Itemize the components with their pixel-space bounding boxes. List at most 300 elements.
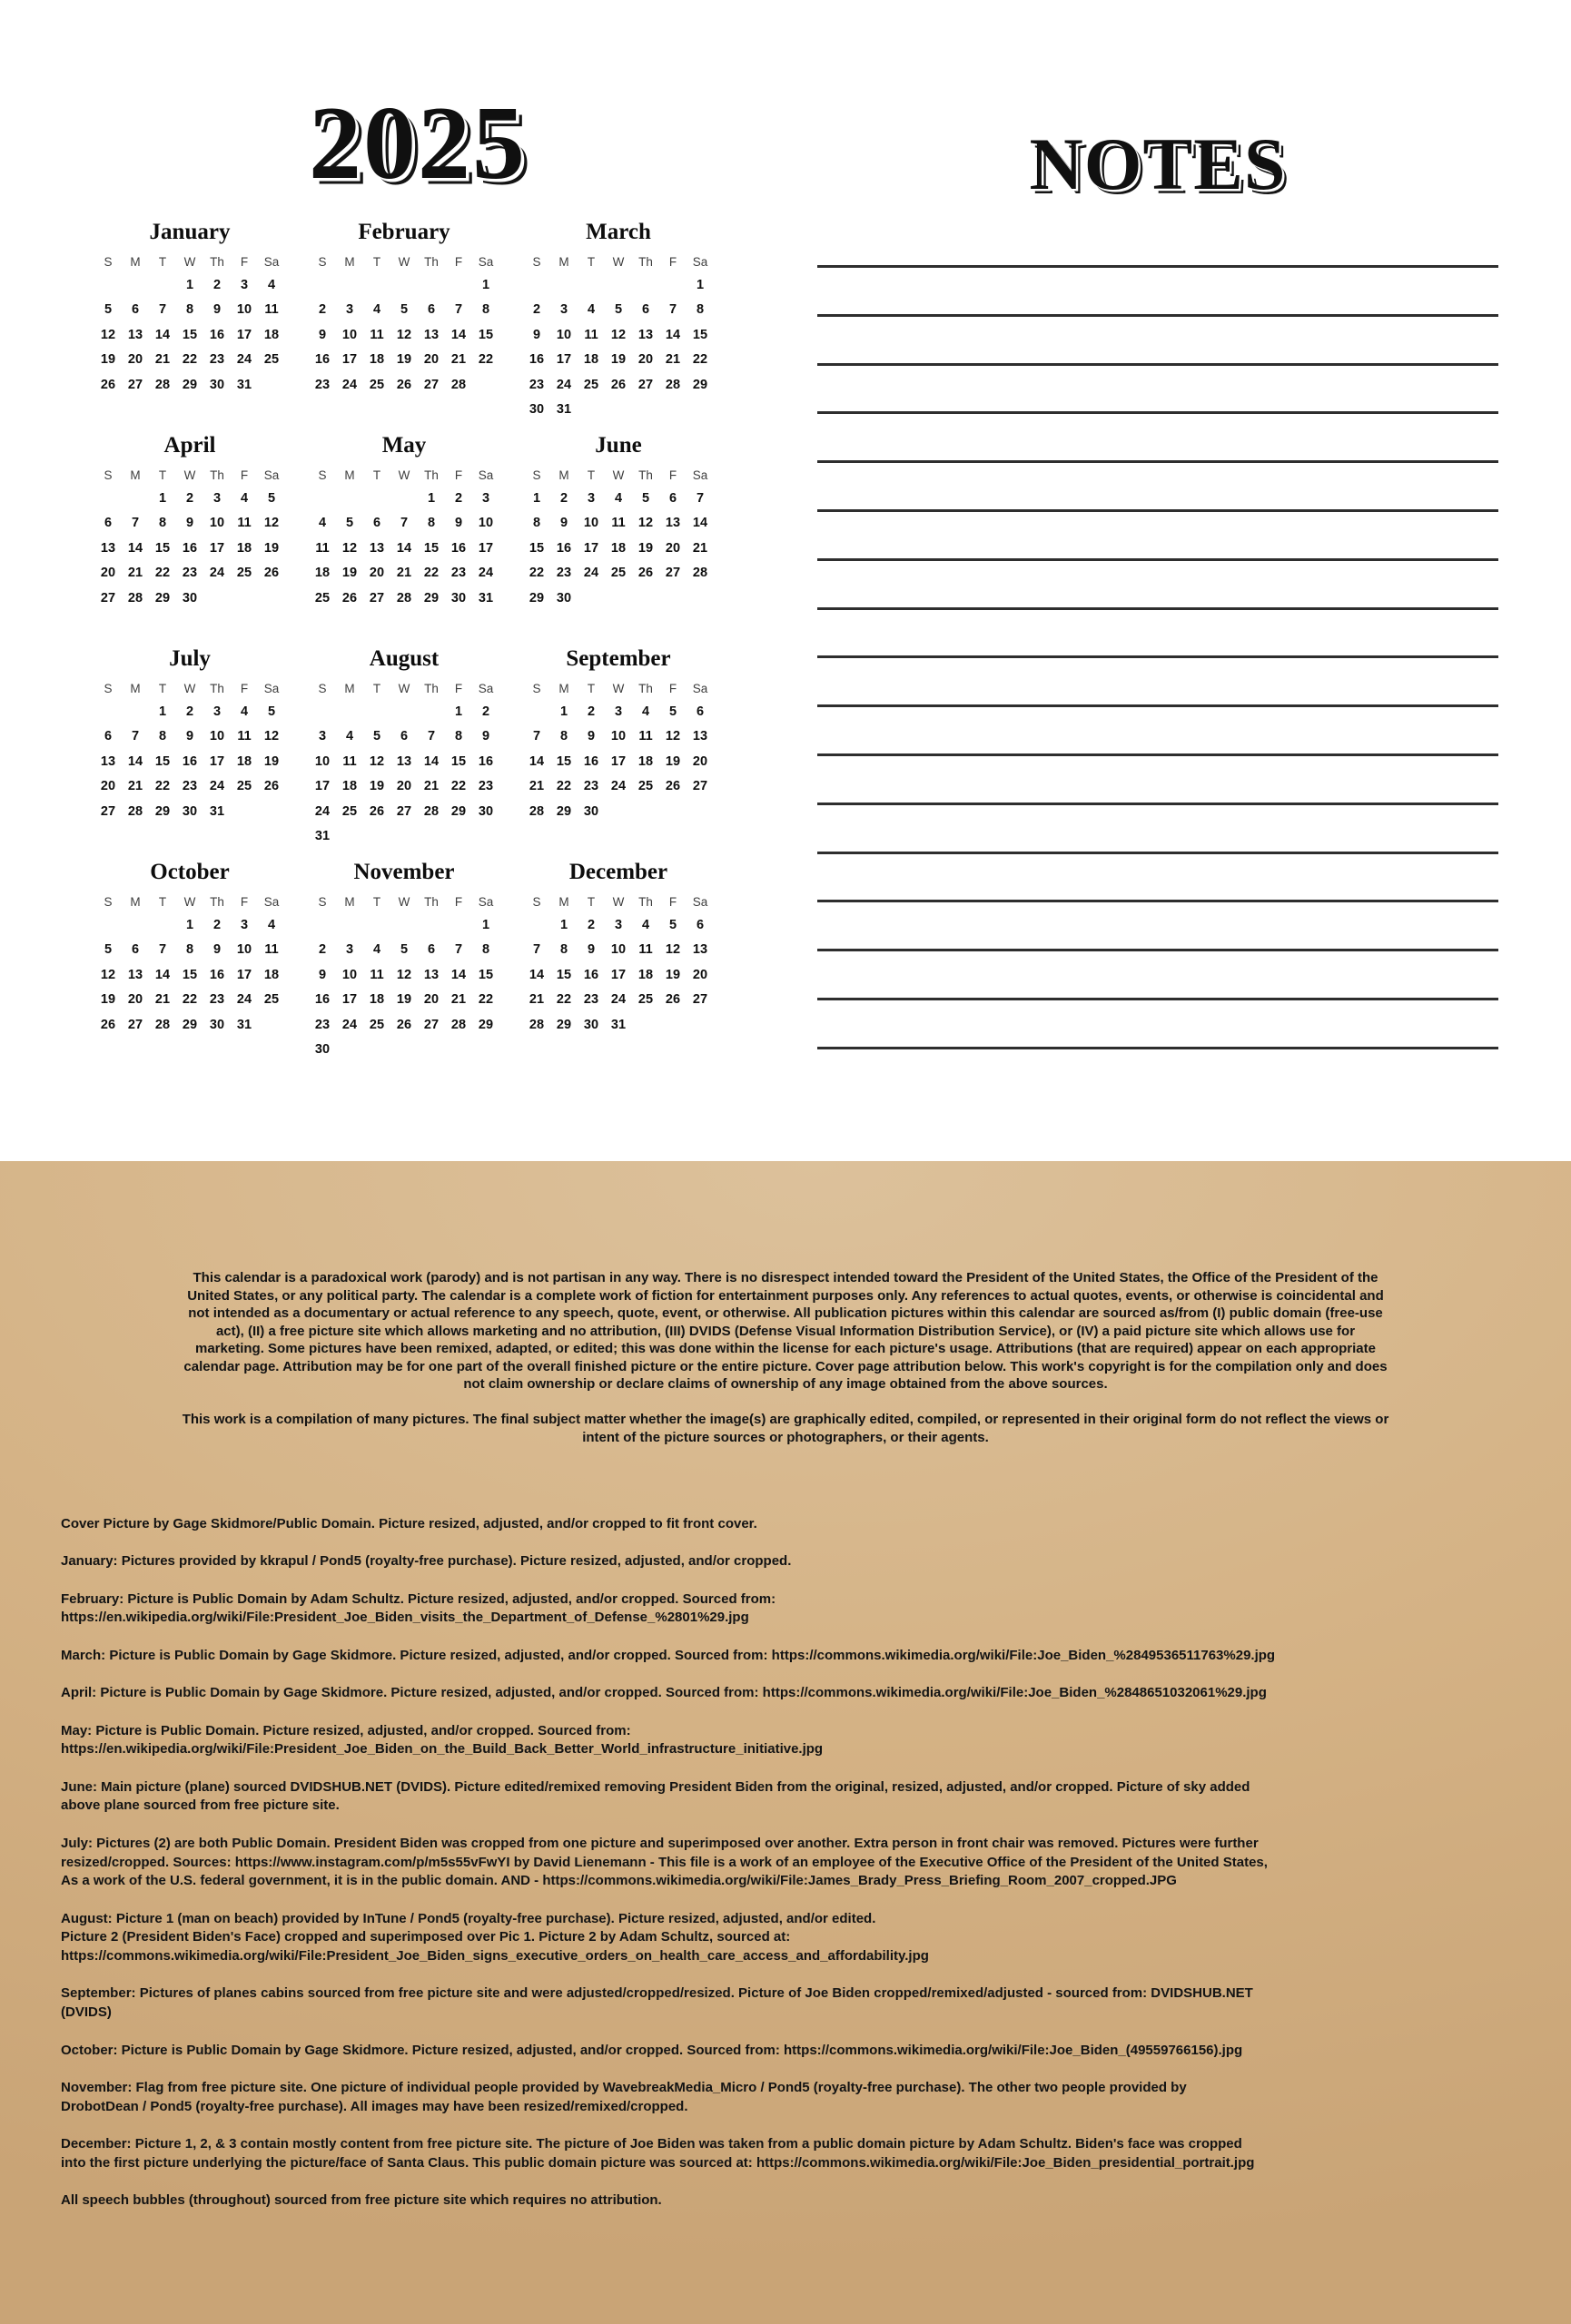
ruled-line bbox=[817, 900, 1498, 902]
day-cell: 22 bbox=[478, 352, 494, 368]
empty-day-cell bbox=[336, 700, 363, 724]
week-row bbox=[309, 938, 499, 962]
weekday-header: Th bbox=[638, 468, 653, 482]
weekday-header: T bbox=[158, 255, 167, 269]
day-cell: 8 bbox=[427, 516, 436, 531]
weekday-header-row bbox=[94, 251, 285, 273]
attribution-list bbox=[61, 1515, 1510, 2211]
attribution-entry bbox=[61, 1722, 1510, 1759]
day-cell: 18 bbox=[236, 753, 252, 769]
day-cell: 27 bbox=[423, 1017, 440, 1032]
week-row bbox=[94, 700, 285, 724]
day-cell: 31 bbox=[610, 1017, 627, 1032]
day-cell: 25 bbox=[610, 566, 627, 581]
day-cell: 22 bbox=[154, 566, 171, 581]
notes-ruled-lines bbox=[817, 265, 1498, 1096]
week-row bbox=[94, 561, 285, 586]
day-cell: 5 bbox=[400, 942, 409, 958]
day-cell: 2 bbox=[185, 491, 194, 506]
week-row bbox=[523, 988, 714, 1012]
day-cell: 13 bbox=[692, 942, 708, 958]
day-cell: 24 bbox=[610, 779, 627, 794]
day-cell: 23 bbox=[529, 377, 545, 392]
day-cell: 30 bbox=[583, 803, 599, 819]
day-cell: 6 bbox=[427, 302, 436, 318]
day-cell: 25 bbox=[236, 566, 252, 581]
empty-day-cell bbox=[550, 273, 578, 298]
weekday-header: W bbox=[398, 468, 410, 482]
day-cell: 3 bbox=[345, 302, 354, 318]
day-cell: 19 bbox=[263, 540, 280, 556]
month-title: October bbox=[150, 860, 230, 884]
day-cell: 28 bbox=[692, 566, 708, 581]
week-row bbox=[94, 774, 285, 799]
week-row bbox=[94, 913, 285, 938]
day-cell: 5 bbox=[668, 918, 677, 932]
day-cell: 14 bbox=[450, 967, 467, 982]
day-cell: 26 bbox=[396, 1017, 412, 1032]
day-cell: 3 bbox=[559, 302, 568, 318]
disclaimer-line: not intended as a documentary or actual reference to any speech, quote, event, or otherwise. All publication pictures within this calendar are sourced as/from (I) public domain (free-use bbox=[188, 1305, 1383, 1321]
week-row bbox=[523, 487, 714, 511]
day-cell: 16 bbox=[209, 327, 225, 342]
attribution-entry bbox=[61, 1684, 1510, 1703]
weekday-header: Th bbox=[210, 895, 224, 909]
attribution-line: DrobotDean / Pond5 (royalty-free purchase). All images may have been resized/remixed/cropped. bbox=[61, 2098, 688, 2114]
day-cell: 2 bbox=[318, 302, 327, 318]
day-cell: 24 bbox=[556, 377, 572, 392]
day-cell: 31 bbox=[236, 377, 252, 392]
day-cell: 6 bbox=[641, 302, 650, 318]
day-cell: 19 bbox=[100, 992, 116, 1008]
weekday-header-row bbox=[309, 251, 499, 273]
empty-day-cell bbox=[309, 913, 336, 938]
day-cell: 3 bbox=[614, 704, 623, 719]
day-cell: 3 bbox=[614, 918, 623, 932]
empty-day-cell bbox=[122, 700, 149, 724]
ruled-line bbox=[817, 998, 1498, 1000]
day-cell: 6 bbox=[696, 918, 705, 932]
day-cell: 24 bbox=[341, 1017, 358, 1032]
weekday-header-row bbox=[523, 678, 714, 700]
empty-day-cell bbox=[231, 800, 258, 824]
day-cell: 4 bbox=[372, 942, 381, 958]
empty-day-cell bbox=[258, 800, 285, 824]
empty-day-cell bbox=[309, 700, 336, 724]
attribution-line: (DVIDS) bbox=[61, 2004, 112, 2021]
day-cell: 20 bbox=[637, 352, 654, 368]
day-cell: 23 bbox=[583, 779, 599, 794]
week-row bbox=[523, 774, 714, 799]
day-cell: 5 bbox=[267, 491, 276, 506]
day-cell: 21 bbox=[127, 779, 143, 794]
day-cell: 24 bbox=[478, 566, 494, 581]
day-cell: 19 bbox=[396, 352, 412, 368]
attribution-entry bbox=[61, 2079, 1510, 2116]
day-cell: 11 bbox=[264, 942, 279, 958]
day-cell: 31 bbox=[236, 1017, 252, 1032]
day-cell: 20 bbox=[127, 992, 143, 1008]
week-row bbox=[94, 298, 285, 322]
day-cell: 8 bbox=[158, 516, 167, 531]
day-cell: 10 bbox=[341, 967, 358, 982]
weekday-header: W bbox=[183, 895, 196, 909]
empty-day-cell bbox=[445, 913, 472, 938]
day-cell: 17 bbox=[610, 753, 627, 769]
week-row bbox=[94, 963, 285, 988]
day-cell: 3 bbox=[481, 491, 490, 506]
day-cell: 26 bbox=[263, 566, 280, 581]
weekday-header: S bbox=[104, 255, 113, 269]
day-cell: 19 bbox=[263, 753, 280, 769]
day-cell: 9 bbox=[454, 516, 463, 531]
day-cell: 25 bbox=[263, 352, 280, 368]
day-cell: 9 bbox=[185, 729, 194, 744]
month-calendar-may bbox=[309, 432, 499, 645]
week-row bbox=[309, 1013, 499, 1038]
day-cell: 26 bbox=[100, 1017, 116, 1032]
week-row bbox=[309, 988, 499, 1012]
disclaimer-line: calendar page. Attribution may be for one part of the overall finished picture or the entire picture. Cover page attribution below. This work's copyright is for the compilation only and does bbox=[183, 1358, 1388, 1374]
weekday-header: Sa bbox=[692, 682, 708, 695]
day-cell: 15 bbox=[478, 327, 494, 342]
week-row bbox=[523, 724, 714, 749]
empty-day-cell bbox=[122, 913, 149, 938]
day-cell: 17 bbox=[583, 540, 599, 556]
day-cell: 11 bbox=[237, 729, 252, 744]
day-cell: 3 bbox=[318, 729, 327, 744]
day-cell: 12 bbox=[100, 967, 116, 982]
attribution-entry bbox=[61, 1590, 1510, 1628]
ruled-line bbox=[817, 655, 1498, 658]
day-cell: 20 bbox=[423, 992, 440, 1008]
week-row bbox=[523, 800, 714, 824]
day-cell: 23 bbox=[182, 779, 198, 794]
day-cell: 3 bbox=[212, 704, 222, 719]
day-cell: 10 bbox=[341, 327, 358, 342]
ruled-line bbox=[817, 753, 1498, 756]
empty-day-cell bbox=[472, 1038, 499, 1062]
week-row bbox=[309, 1038, 499, 1062]
day-cell: 3 bbox=[240, 278, 249, 292]
empty-day-cell bbox=[659, 398, 687, 422]
day-cell: 1 bbox=[454, 704, 463, 719]
day-cell: 22 bbox=[556, 992, 572, 1008]
day-cell: 18 bbox=[637, 753, 654, 769]
day-cell: 29 bbox=[556, 803, 572, 819]
month-calendar-february bbox=[309, 219, 499, 432]
weekday-header: M bbox=[130, 682, 141, 695]
day-cell: 13 bbox=[692, 729, 708, 744]
day-cell: 9 bbox=[212, 302, 222, 318]
day-cell: 24 bbox=[236, 992, 252, 1008]
week-row bbox=[94, 487, 285, 511]
week-row bbox=[523, 1013, 714, 1038]
weekday-header: Th bbox=[424, 255, 439, 269]
day-cell: 20 bbox=[100, 779, 116, 794]
empty-day-cell bbox=[659, 586, 687, 611]
month-calendar-july bbox=[94, 645, 285, 859]
week-row bbox=[523, 750, 714, 774]
attribution-line: https://en.wikipedia.org/wiki/File:President_Joe_Biden_on_the_Build_Back_Better_World_infrastructure_initiative.jpg bbox=[61, 1741, 824, 1758]
weekday-header: M bbox=[558, 468, 569, 482]
ruled-line bbox=[817, 558, 1498, 561]
week-row bbox=[523, 273, 714, 298]
attribution-entry bbox=[61, 1515, 1510, 1534]
week-row bbox=[94, 938, 285, 962]
day-cell: 28 bbox=[423, 803, 440, 819]
month-title: March bbox=[586, 220, 651, 244]
day-cell: 17 bbox=[556, 352, 572, 368]
day-cell: 28 bbox=[127, 803, 143, 819]
empty-day-cell bbox=[687, 398, 714, 422]
month-title: July bbox=[169, 646, 211, 671]
day-cell: 11 bbox=[638, 729, 653, 744]
week-row bbox=[94, 323, 285, 348]
attribution-line: above plane sourced from free picture site. bbox=[61, 1797, 340, 1814]
empty-day-cell bbox=[94, 273, 122, 298]
weekday-header-row bbox=[94, 465, 285, 487]
ruled-line bbox=[817, 852, 1498, 854]
weekday-header: M bbox=[130, 895, 141, 909]
day-cell: 13 bbox=[127, 967, 143, 982]
day-cell: 4 bbox=[614, 491, 623, 506]
week-row bbox=[309, 586, 499, 611]
day-cell: 16 bbox=[556, 540, 572, 556]
day-cell: 10 bbox=[610, 729, 627, 744]
day-cell: 22 bbox=[182, 352, 198, 368]
day-cell: 24 bbox=[314, 803, 331, 819]
day-cell: 2 bbox=[318, 942, 327, 958]
empty-day-cell bbox=[122, 487, 149, 511]
empty-day-cell bbox=[472, 824, 499, 849]
weekday-header-row bbox=[523, 465, 714, 487]
day-cell: 24 bbox=[236, 352, 252, 368]
weekday-header: M bbox=[558, 255, 569, 269]
day-cell: 23 bbox=[478, 779, 494, 794]
day-cell: 9 bbox=[532, 327, 541, 342]
attribution-line: into the first picture underlying the picture/face of Santa Claus. This public domain picture was sourced at: https://commons.wikimedia.org/wiki/File:Joe_Biden_presidential_portrait.jpg bbox=[61, 2154, 1255, 2171]
weekday-header: T bbox=[158, 468, 167, 482]
day-cell: 30 bbox=[450, 590, 467, 606]
day-cell: 25 bbox=[637, 992, 654, 1008]
weekday-header: Th bbox=[638, 895, 653, 909]
week-row bbox=[309, 750, 499, 774]
day-cell: 25 bbox=[369, 377, 385, 392]
day-cell: 27 bbox=[100, 803, 116, 819]
empty-day-cell bbox=[445, 824, 472, 849]
day-cell: 28 bbox=[154, 377, 171, 392]
weekday-header: W bbox=[612, 255, 625, 269]
month-calendar-october bbox=[94, 859, 285, 1072]
day-cell: 22 bbox=[478, 992, 494, 1008]
day-cell: 21 bbox=[692, 540, 708, 556]
disclaimer-line: marketing. Some pictures have been remixed, adapted, or edited; this was done within the license for each picture's usage. Attributions (that are required) appear on each appropriate bbox=[195, 1341, 1376, 1356]
day-cell: 23 bbox=[583, 992, 599, 1008]
day-cell: 4 bbox=[240, 491, 249, 506]
month-title: August bbox=[369, 646, 440, 671]
day-cell: 11 bbox=[638, 942, 653, 958]
week-row bbox=[309, 824, 499, 849]
day-cell: 8 bbox=[185, 302, 194, 318]
day-cell: 18 bbox=[610, 540, 627, 556]
week-row bbox=[94, 537, 285, 561]
day-cell: 10 bbox=[236, 302, 252, 318]
day-cell: 19 bbox=[637, 540, 654, 556]
day-cell: 7 bbox=[668, 302, 677, 318]
weekday-header: F bbox=[454, 255, 463, 269]
day-cell: 20 bbox=[100, 566, 116, 581]
week-row bbox=[523, 561, 714, 586]
weekday-header: F bbox=[240, 255, 249, 269]
day-cell: 22 bbox=[692, 352, 708, 368]
day-cell: 13 bbox=[100, 753, 116, 769]
weekday-header: Sa bbox=[263, 255, 280, 269]
day-cell: 20 bbox=[692, 967, 708, 982]
day-cell: 18 bbox=[341, 779, 358, 794]
day-cell: 7 bbox=[131, 516, 140, 531]
day-cell: 14 bbox=[665, 327, 681, 342]
day-cell: 17 bbox=[236, 967, 252, 982]
disclaimer-paragraph-1 bbox=[61, 1269, 1510, 1393]
day-cell: 18 bbox=[369, 352, 385, 368]
empty-day-cell bbox=[309, 273, 336, 298]
weekday-header: S bbox=[532, 468, 541, 482]
week-row bbox=[309, 537, 499, 561]
week-row bbox=[94, 988, 285, 1012]
week-row bbox=[94, 724, 285, 749]
day-cell: 24 bbox=[610, 992, 627, 1008]
attribution-line: June: Main picture (plane) sourced DVIDSHUB.NET (DVIDS). Picture edited/remixed removing President Biden from the original, resized, adjusted, and/or cropped. Picture of sky added bbox=[61, 1778, 1250, 1795]
ruled-line bbox=[817, 411, 1498, 414]
day-cell: 2 bbox=[454, 491, 463, 506]
day-cell: 7 bbox=[158, 302, 167, 318]
week-row bbox=[309, 487, 499, 511]
ruled-line bbox=[817, 704, 1498, 707]
day-cell: 25 bbox=[236, 779, 252, 794]
day-cell: 23 bbox=[314, 1017, 331, 1032]
empty-day-cell bbox=[632, 1013, 659, 1038]
week-row bbox=[309, 913, 499, 938]
day-cell: 29 bbox=[182, 1017, 198, 1032]
day-cell: 3 bbox=[240, 918, 249, 932]
week-row bbox=[94, 1013, 285, 1038]
disclaimer-paragraph-2 bbox=[61, 1411, 1510, 1446]
week-row bbox=[94, 511, 285, 536]
weekday-header-row bbox=[523, 251, 714, 273]
day-cell: 13 bbox=[423, 327, 440, 342]
week-row bbox=[523, 586, 714, 611]
day-cell: 27 bbox=[692, 779, 708, 794]
day-cell: 13 bbox=[423, 967, 440, 982]
day-cell: 15 bbox=[556, 967, 572, 982]
attribution-line: Picture 2 (President Biden's Face) cropped and superimposed over Pic 1. Picture 2 by Adam Schultz, sourced at: bbox=[61, 1929, 791, 1945]
day-cell: 21 bbox=[154, 992, 171, 1008]
weekday-header: S bbox=[318, 682, 327, 695]
day-cell: 9 bbox=[318, 327, 327, 342]
week-row bbox=[523, 323, 714, 348]
weekday-header: M bbox=[130, 255, 141, 269]
empty-day-cell bbox=[390, 824, 418, 849]
empty-day-cell bbox=[390, 700, 418, 724]
day-cell: 2 bbox=[212, 918, 222, 932]
attribution-entry bbox=[61, 2042, 1510, 2061]
empty-day-cell bbox=[94, 487, 122, 511]
weekday-header: F bbox=[668, 682, 677, 695]
day-cell: 28 bbox=[450, 377, 467, 392]
weekday-header: W bbox=[183, 682, 196, 695]
empty-day-cell bbox=[418, 273, 445, 298]
day-cell: 8 bbox=[696, 302, 705, 318]
weekday-header: S bbox=[104, 468, 113, 482]
week-row bbox=[523, 348, 714, 372]
day-cell: 11 bbox=[370, 327, 384, 342]
weekday-header: Th bbox=[638, 682, 653, 695]
day-cell: 10 bbox=[236, 942, 252, 958]
day-cell: 21 bbox=[665, 352, 681, 368]
week-row bbox=[309, 373, 499, 398]
ruled-line bbox=[817, 509, 1498, 512]
day-cell: 12 bbox=[610, 327, 627, 342]
day-cell: 15 bbox=[478, 967, 494, 982]
weekday-header: S bbox=[532, 895, 541, 909]
weekday-header: Sa bbox=[478, 895, 494, 909]
weekday-header: T bbox=[587, 255, 596, 269]
empty-day-cell bbox=[472, 373, 499, 398]
year-title: 2025 bbox=[309, 85, 527, 202]
day-cell: 30 bbox=[182, 590, 198, 606]
day-cell: 27 bbox=[637, 377, 654, 392]
day-cell: 17 bbox=[478, 540, 494, 556]
weekday-header: W bbox=[183, 468, 196, 482]
day-cell: 23 bbox=[450, 566, 467, 581]
empty-day-cell bbox=[390, 913, 418, 938]
day-cell: 16 bbox=[314, 992, 331, 1008]
day-cell: 7 bbox=[427, 729, 436, 744]
day-cell: 1 bbox=[158, 704, 167, 719]
day-cell: 21 bbox=[154, 352, 171, 368]
empty-day-cell bbox=[149, 913, 176, 938]
day-cell: 7 bbox=[696, 491, 705, 506]
empty-day-cell bbox=[258, 1013, 285, 1038]
weekday-header: S bbox=[318, 895, 327, 909]
month-title: December bbox=[568, 860, 668, 884]
weekday-header: Sa bbox=[478, 682, 494, 695]
day-cell: 20 bbox=[127, 352, 143, 368]
day-cell: 3 bbox=[587, 491, 596, 506]
day-cell: 13 bbox=[127, 327, 143, 342]
day-cell: 9 bbox=[587, 729, 596, 744]
weekday-header: Th bbox=[210, 682, 224, 695]
day-cell: 14 bbox=[127, 540, 143, 556]
day-cell: 23 bbox=[314, 377, 331, 392]
day-cell: 31 bbox=[478, 590, 494, 606]
day-cell: 31 bbox=[314, 828, 331, 843]
day-cell: 16 bbox=[583, 753, 599, 769]
empty-day-cell bbox=[94, 700, 122, 724]
empty-day-cell bbox=[687, 1013, 714, 1038]
day-cell: 22 bbox=[154, 779, 171, 794]
empty-day-cell bbox=[418, 824, 445, 849]
day-cell: 14 bbox=[423, 753, 440, 769]
attribution-line: May: Picture is Public Domain. Picture resized, adjusted, and/or cropped. Sourced from: bbox=[61, 1722, 631, 1738]
disclaimer-line: This work is a compilation of many pictures. The final subject matter whether the image(s) are graphically edited, compiled, or represented in their original form do not reflect the views or bbox=[182, 1412, 1389, 1427]
day-cell: 19 bbox=[341, 566, 358, 581]
month-calendar-april bbox=[94, 432, 285, 645]
attribution-line: December: Picture 1, 2, & 3 contain mostly content from free picture site. The picture of Joe Biden was taken from a public domain picture by Adam Schultz. Biden's face was cropped bbox=[61, 2136, 1242, 2152]
day-cell: 4 bbox=[318, 516, 327, 531]
weekday-header: M bbox=[344, 468, 355, 482]
